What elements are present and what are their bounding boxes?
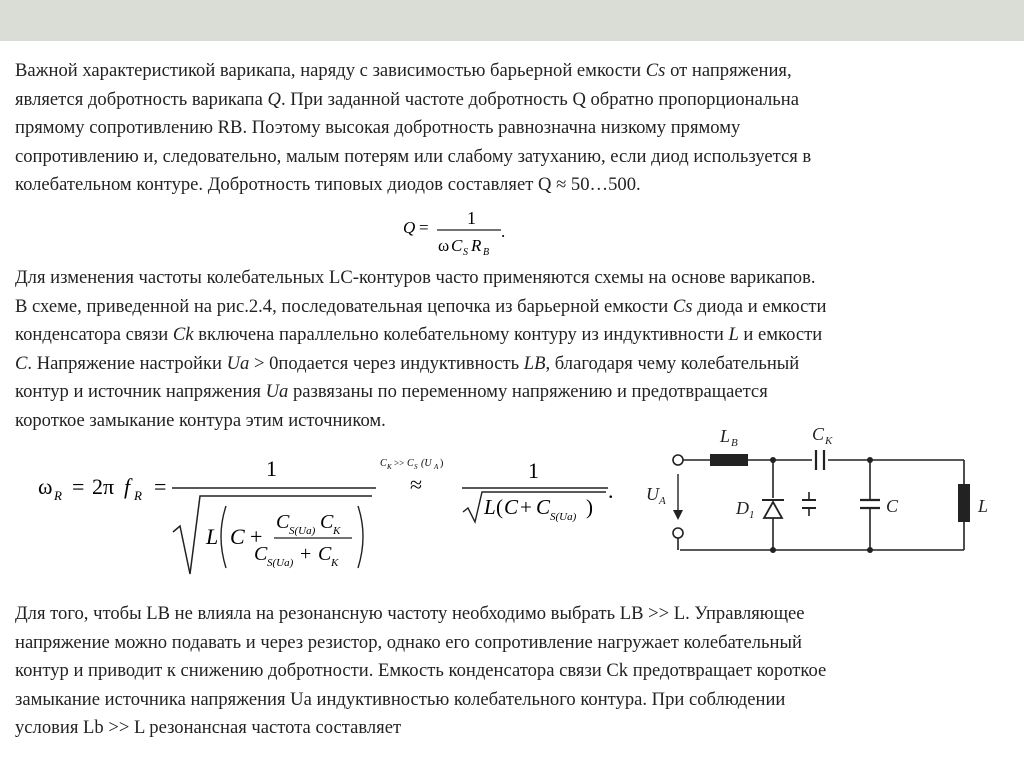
label-ua-sub: A: [659, 495, 666, 507]
paragraph-3: [15, 600, 1015, 743]
res-omega: ω: [38, 474, 53, 499]
label-lb-sub: B: [731, 437, 738, 449]
res-f: f: [124, 474, 131, 499]
res2-paren-open: (: [496, 495, 503, 519]
res-den-plus: +: [300, 543, 312, 565]
res-den-ck: C: [318, 543, 332, 565]
res-den-cs: C: [254, 543, 268, 565]
res-plus: +: [250, 524, 263, 549]
p2-line-2: В схеме, приведенной на рис.2.4, последовательная цепочка из барьерной емкости Cs диода и емкости: [15, 295, 827, 317]
label-d1-sub: 1: [749, 509, 755, 521]
res-paren-close: [358, 506, 363, 568]
p1-line-1: Важной характеристикой варикапа, наряду с зависимостью барьерной емкости Cs от напряжения,: [15, 60, 792, 81]
label-c: C: [886, 496, 899, 516]
res-in-cs-sub: S(Ua): [289, 525, 316, 537]
formula-q: [395, 205, 525, 270]
q-lhs: Q: [403, 218, 416, 237]
p2-line-1: Для изменения частоты колебательных LC-контуров часто применяются схемы на основе варикапов.: [15, 267, 816, 288]
res-den-ck-sub: K: [331, 557, 339, 569]
label-lb: L: [720, 426, 731, 446]
paragraph-1: [15, 57, 1015, 200]
res2-cs: C: [536, 495, 551, 519]
res-two-pi: 2π: [92, 474, 115, 499]
cond-ck: C: [380, 458, 387, 469]
p2-line-3: конденсатора связи Ck включена параллельно колебательному контуру из индуктивности L и емкости: [15, 324, 823, 345]
cond-gg: >>: [394, 458, 405, 468]
label-ck-sub: K: [825, 435, 833, 447]
label-ua: U: [646, 484, 659, 504]
q-c: C: [451, 236, 463, 255]
cond-ck-sub: K: [387, 463, 392, 471]
res-den-cs-sub: S(Ua): [267, 557, 294, 569]
paragraph-2: [15, 264, 1015, 435]
res-in-ck: C: [320, 511, 334, 533]
q-r-sub: B: [483, 247, 490, 258]
p2-line-4: C. Напряжение настройки Ua > 0подается через индуктивность LB, благодаря чему колебательный: [15, 352, 800, 374]
node-3: [770, 547, 776, 553]
q-dot: .: [501, 222, 506, 241]
top-bar: [0, 0, 1024, 41]
p3-line-5: условия Lb >> L резонансная частота составляет: [15, 717, 402, 738]
label-d1: D: [736, 498, 749, 518]
inductor-l: [958, 484, 970, 522]
node-2: [867, 457, 873, 463]
cond-cs-sub: S: [414, 463, 418, 471]
res2-cs-sub: S(Ua): [550, 511, 577, 523]
cond-ua: (U: [421, 458, 432, 469]
res-equals: =: [72, 474, 85, 499]
label-ck: C: [812, 424, 825, 444]
res-numerator-1: 1: [266, 456, 277, 481]
res-L: L: [206, 524, 219, 549]
terminal-bottom: [673, 528, 683, 538]
p2-line-5: контур и источник напряжения Ua развязаны по переменному напряжению и предотвращается: [15, 381, 768, 402]
label-l: L: [978, 496, 989, 516]
res-in-ck-sub: K: [333, 525, 341, 537]
formula-resonance: [30, 452, 630, 587]
q-r: R: [471, 236, 482, 255]
q-numerator: 1: [467, 208, 476, 228]
res-omega-sub: R: [54, 488, 62, 503]
res-approx: ≈: [410, 472, 423, 497]
diode-triangle: [764, 502, 782, 518]
ua-arrow-head: [673, 510, 683, 520]
p3-line-3: контур и приводит к снижению добротности. Емкость конденсатора связи Ck предотвращает короткое: [15, 660, 827, 681]
p3-line-1: Для того, чтобы LB не влияла на резонансную частоту необходимо выбрать LB >> L. Управляющее: [15, 603, 805, 624]
res-in-cs: C: [276, 511, 290, 533]
p3-line-2: напряжение можно подавать и через резистор, однако его сопротивление нагружает колебательный: [15, 631, 802, 653]
circuit-diagram: [640, 418, 1010, 573]
res2-L: L: [484, 495, 496, 519]
p1-line-5: колебательном контуре. Добротность типовых диодов составляет Q ≈ 50…500.: [15, 174, 641, 195]
cond-close: ): [440, 458, 444, 469]
p1-line-3: прямому сопротивлению RB. Поэтому высокая добротность равнозначна низкому прямому: [15, 117, 741, 138]
p2-line-6: короткое замыкание контура этим источником.: [15, 409, 386, 431]
inductor-lb: [710, 454, 748, 466]
res2-C: C: [504, 495, 519, 519]
cond-ua-sub: A: [434, 463, 439, 471]
res-numerator-2: 1: [528, 458, 539, 483]
q-c-sub: S: [463, 247, 468, 258]
cond-cs: C: [407, 458, 414, 469]
res-equals-2: =: [154, 474, 167, 499]
q-equals: =: [419, 218, 429, 237]
terminal-top: [673, 455, 683, 465]
res-C: C: [230, 524, 245, 549]
res2-dot: .: [608, 478, 614, 503]
res2-plus: +: [520, 495, 532, 519]
p1-line-4: сопротивлению и, следовательно, малым потерям или слабому затуханию, если диод используется в: [15, 145, 812, 167]
res-f-sub: R: [134, 488, 142, 503]
node-4: [867, 547, 873, 553]
res2-paren-close: ): [586, 495, 593, 519]
p1-line-2: является добротность варикапа Q. При заданной частоте добротность Q обратно пропорциональна: [15, 88, 799, 110]
q-omega: ω: [438, 236, 450, 255]
node-1: [770, 457, 776, 463]
res-paren-open: [221, 506, 226, 568]
p3-line-4: замыкание источника напряжения Ua индуктивностью колебательного контура. При соблюдении: [15, 688, 786, 710]
